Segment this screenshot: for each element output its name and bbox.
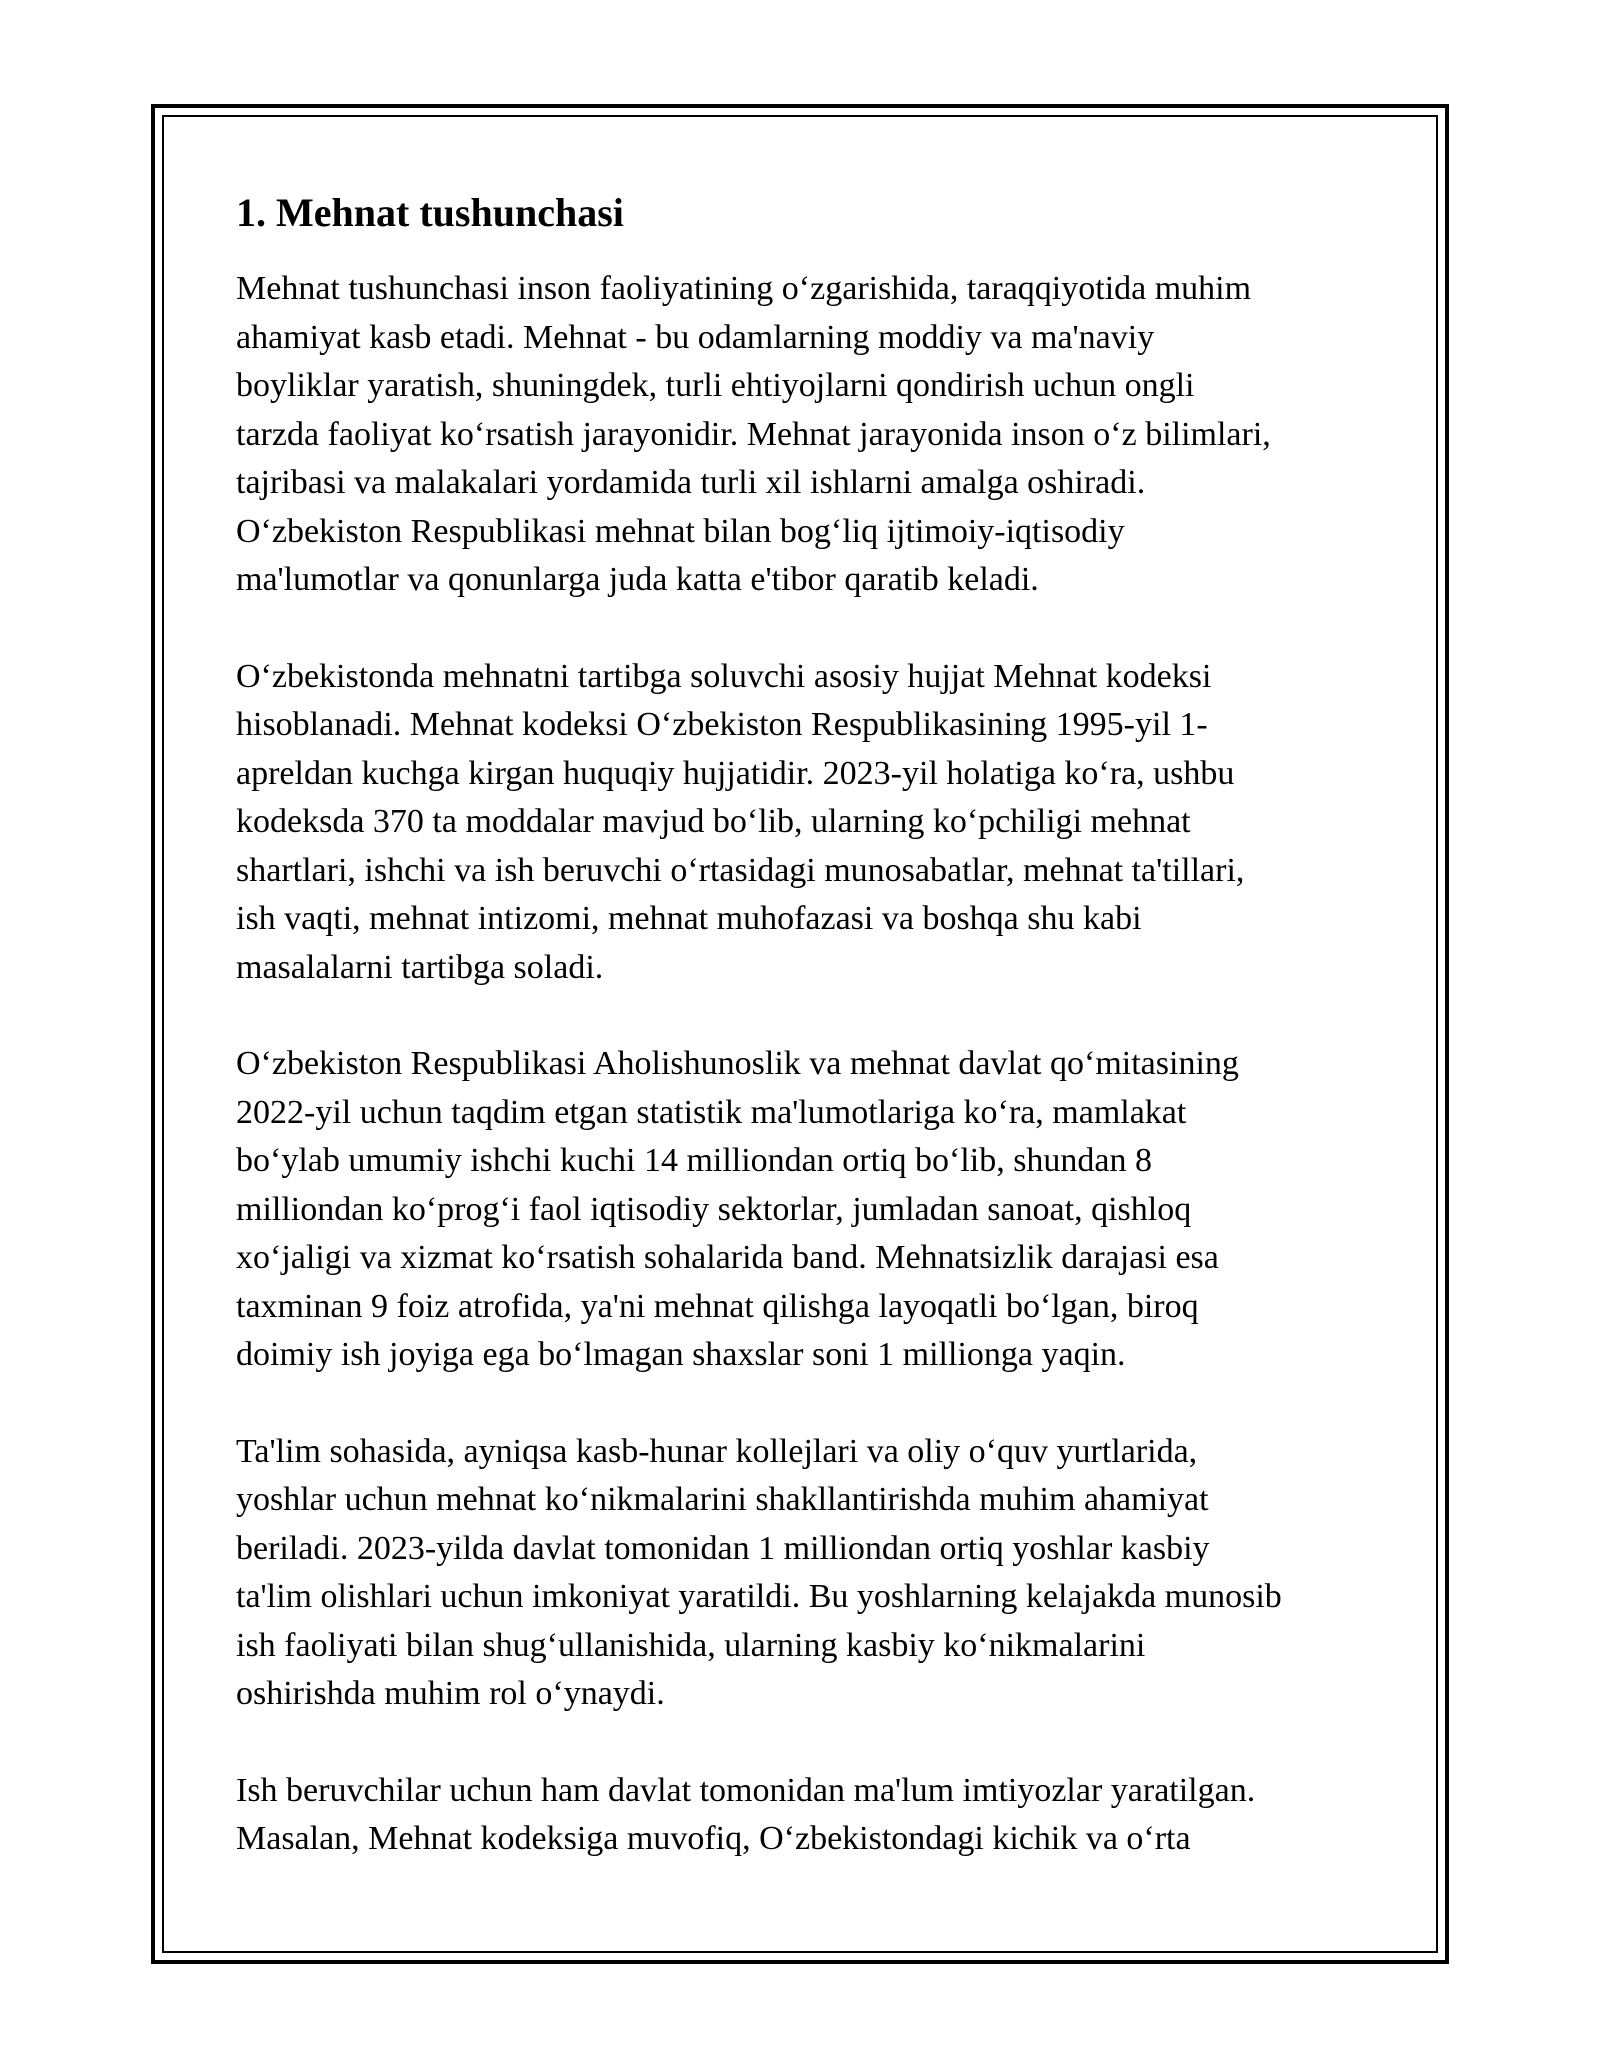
text-line: hisoblanadi. Mehnat kodeksi O‘zbekiston Respublikasining 1995-yil 1-	[236, 706, 1208, 743]
text-line: apreldan kuchga kirgan huquqiy hujjatidir. 2023-yil holatiga ko‘ra, ushbu	[236, 754, 1235, 792]
text-line: doimiy ish joyiga ega bo‘lmagan shaxslar soni 1 millionga yaqin.	[236, 1336, 1126, 1373]
text-line: tarzda faoliyat ko‘rsatish jarayonidir. Mehnat jarayonida inson o‘z bilimlari,	[236, 415, 1271, 453]
text-line: yoshlar uchun mehnat ko‘nikmalarini shakllantirishda muhim ahamiyat	[236, 1481, 1209, 1518]
text-line: ma'lumotlar va qonunlarga juda katta e'tibor qaratib keladi.	[236, 561, 1039, 598]
text-line: ahamiyat kasb etadi. Mehnat - bu odamlarning moddiy va ma'naviy	[236, 318, 1155, 356]
text-line: O‘zbekiston Respublikasi Aholishunoslik va mehnat davlat qo‘mitasining	[236, 1045, 1239, 1082]
paragraph-3	[236, 1040, 1376, 1380]
text-line: boyliklar yaratish, shuningdek, turli ehtiyojlarni qondirish uchun ongli	[236, 367, 1195, 404]
text-line: ish faoliyati bilan shug‘ullanishida, ularning kasbiy ko‘nikmalarini	[236, 1626, 1146, 1664]
text-line: kodeksda 370 ta moddalar mavjud bo‘lib, ularning ko‘pchiligi mehnat	[236, 803, 1191, 840]
text-line: O‘zbekistonda mehnatni tartibga soluvchi asosiy hujjat Mehnat kodeksi	[236, 657, 1212, 695]
section-heading: 1. Mehnat tushunchasi	[236, 190, 624, 235]
text-line: ish vaqti, mehnat intizomi, mehnat muhofazasi va boshqa shu kabi	[236, 900, 1142, 937]
text-line: Ish beruvchilar uchun ham davlat tomonidan ma'lum imtiyozlar yaratilgan.	[236, 1771, 1256, 1809]
text-line: Mehnat tushunchasi inson faoliyatining o‘zgarishida, taraqqiyotida muhim	[236, 270, 1252, 307]
text-line: masalalarni tartibga soladi.	[236, 948, 604, 986]
text-line: oshirishda muhim rol o‘ynaydi.	[236, 1675, 665, 1712]
paragraph-5	[236, 1767, 1376, 1864]
document-body	[236, 185, 1376, 1912]
paragraph-4	[236, 1428, 1376, 1719]
text-line: beriladi. 2023-yilda davlat tomonidan 1 milliondan ortiq yoshlar kasbiy	[236, 1529, 1210, 1567]
text-line: bo‘ylab umumiy ishchi kuchi 14 milliondan ortiq bo‘lib, shundan 8	[236, 1142, 1153, 1179]
text-line: tajribasi va malakalari yordamida turli xil ishlarni amalga oshiradi.	[236, 464, 1146, 501]
text-line: Ta'lim sohasida, ayniqsa kasb-hunar kollejlari va oliy o‘quv yurtlarida,	[236, 1432, 1198, 1470]
text-line: taxminan 9 foiz atrofida, ya'ni mehnat qilishga layoqatli bo‘lgan, biroq	[236, 1287, 1199, 1325]
paragraph-2	[236, 653, 1376, 993]
text-line: milliondan ko‘prog‘i faol iqtisodiy sektorlar, jumladan sanoat, qishloq	[236, 1190, 1192, 1228]
text-line: xo‘jaligi va xizmat ko‘rsatish sohalarida band. Mehnatsizlik darajasi esa	[236, 1239, 1219, 1276]
text-line: shartlari, ishchi va ish beruvchi o‘rtasidagi munosabatlar, mehnat ta'tillari,	[236, 851, 1245, 889]
text-line: Masalan, Mehnat kodeksiga muvofiq, O‘zbekistondagi kichik va o‘rta	[236, 1820, 1191, 1857]
text-line: O‘zbekiston Respublikasi mehnat bilan bog‘liq ijtimoiy-iqtisodiy	[236, 512, 1125, 550]
text-line: 2022-yil uchun taqdim etgan statistik ma'lumotlariga ko‘ra, mamlakat	[236, 1093, 1187, 1131]
text-line: ta'lim olishlari uchun imkoniyat yaratildi. Bu yoshlarning kelajakda munosib	[236, 1578, 1282, 1615]
paragraph-1	[236, 265, 1376, 605]
